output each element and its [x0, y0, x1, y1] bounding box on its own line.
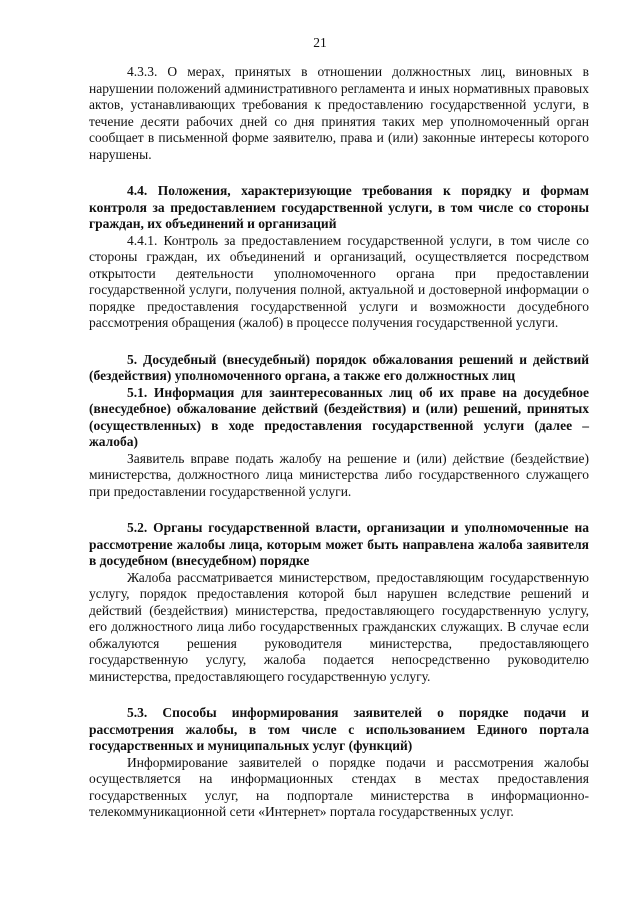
- paragraph-5-2: Жалоба рассматривается министерством, предоставляющим государственную услугу, порядок предоставления которой был нарушен вследствие решений и действий (бездействия) министерства, предоставляющего государственную услугу, его должностного лица либо государственных гражданских служащих. В случае если обжалуются решения руководителя министерства, предоставляющего государственную услугу, жалоба подается непосредственно руководителю министерства, предоставляющего государственную услугу.: [89, 569, 589, 684]
- paragraph-4-3-3: 4.3.3. О мерах, принятых в отношении должностных лиц, виновных в нарушении положений административного регламента и иных нормативных правовых актов, устанавливающих требования к предоставлению государственной услуги, в течение десяти рабочих дней со дня принятия таких мер уполномоченный орган сообщает в письменной форме заявителю, права и (или) законные интересы которого нарушены.: [89, 64, 589, 162]
- document-body: [89, 64, 589, 821]
- heading-5-2: 5.2. Органы государственной власти, организации и уполномоченные на рассмотрение жалобы лица, которым может быть направлена жалоба заявителя в досудебном (внесудебном) порядке: [89, 520, 589, 568]
- paragraph-4-4-1: 4.4.1. Контроль за предоставлением государственной услуги, в том числе со стороны граждан, их объединений и организаций, осуществляется посредством открытости деятельности уполномоченного органа при предоставлении государственной услуги, получения полной, актуальной и достоверной информации о порядке предоставления государственной услуги и возможности досудебного рассмотрения обращения (жалоб) в процессе получения государственной услуги.: [89, 232, 589, 330]
- page-number: 21: [313, 35, 327, 50]
- heading-4-4: 4.4. Положения, характеризующие требования к порядку и формам контроля за предоставлением государственной услуги, в том числе со стороны граждан, их объединений и организаций: [89, 183, 589, 231]
- heading-5-1: 5.1. Информация для заинтересованных лиц об их праве на досудебное (внесудебное) обжалование действий (бездействия) и (или) решений, принятых (осуществленных) в ходе предоставления государственной услуги (далее – жалоба): [89, 384, 589, 449]
- heading-5-3: 5.3. Способы информирования заявителей о порядке подачи и рассмотрения жалобы, в том числе с использованием Единого портала государственных и муниципальных услуг (функций): [89, 705, 589, 753]
- paragraph-5-3: Информирование заявителей о порядке подачи и рассмотрения жалобы осуществляется на информационных стендах в местах предоставления государственных услуг, на подпортале министерства в информационно-телекоммуникационной сети «Интернет» портала государственных услуг.: [89, 754, 589, 819]
- heading-5: 5. Досудебный (внесудебный) порядок обжалования решений и действий (бездействия) уполномоченного органа, а также его должностных лиц: [89, 351, 589, 383]
- paragraph-5-1: Заявитель вправе подать жалобу на решение и (или) действие (бездействие) министерства, должностного лица министерства либо государственного служащего при предоставлении государственной услуги.: [89, 450, 589, 499]
